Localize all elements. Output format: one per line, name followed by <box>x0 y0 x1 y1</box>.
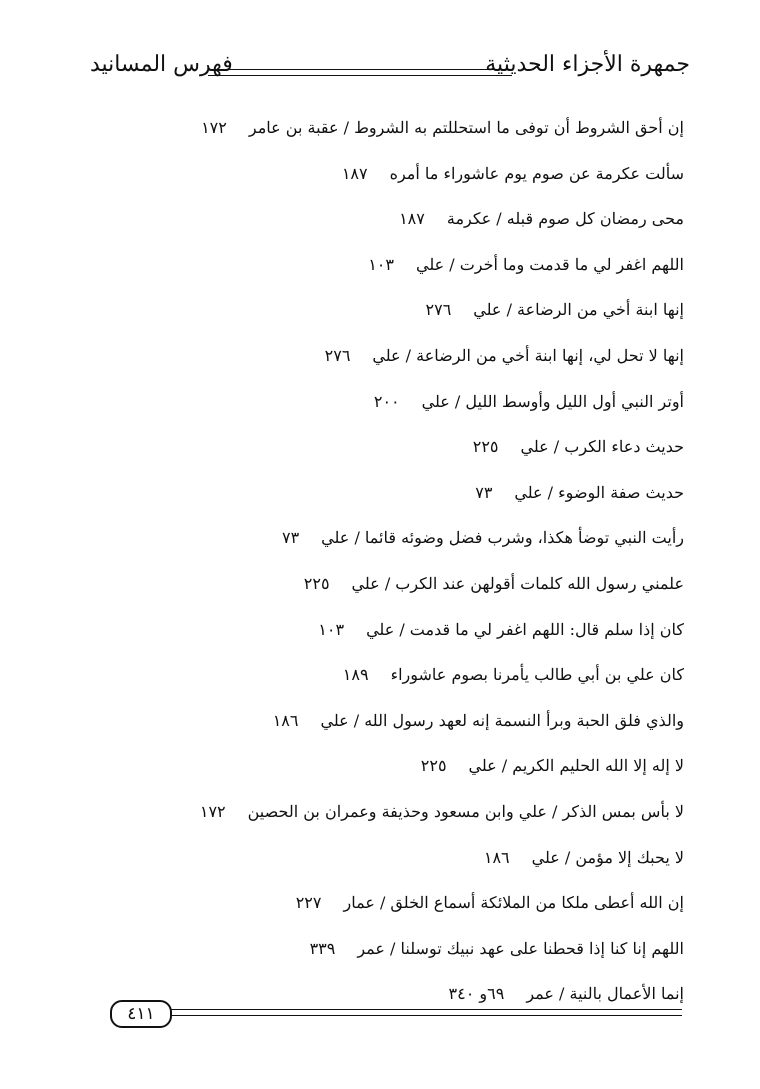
page-footer <box>82 1000 682 1030</box>
index-entry <box>224 294 684 340</box>
entry-text: علمني رسول الله كلمات أقولهن عند الكرب / علي <box>351 573 684 593</box>
entry-text: إنها ابنة أخي من الرضاعة / علي <box>473 300 684 320</box>
entry-text: سألت عكرمة عن صوم يوم عاشوراء ما أمره <box>389 163 684 183</box>
index-entry <box>224 477 684 523</box>
entry-text: كان علي بن أبي طالب يأمرنا بصوم عاشوراء <box>390 665 684 685</box>
page-header <box>90 52 690 92</box>
entry-text: حديث دعاء الكرب / علي <box>520 437 684 457</box>
entry-page: ٧٣ <box>475 482 493 502</box>
index-entry <box>224 158 684 204</box>
book-title: جمهرة الأجزاء الحديثية <box>485 52 690 77</box>
index-entry <box>224 705 684 751</box>
entry-text: إنها لا تحل لي، إنها ابنة أخي من الرضاعة / علي <box>372 345 684 365</box>
entry-page: ٢٢٥ <box>420 756 447 776</box>
entry-page: ٢٠٠ <box>373 391 400 411</box>
entry-page: ١٨٩ <box>342 665 369 685</box>
entry-text: والذي فلق الحبة وبرأ النسمة إنه لعهد رسول الله / علي <box>320 710 684 730</box>
entry-page: ١٧٢ <box>199 801 226 821</box>
entry-text: لا إله إلا الله الحليم الكريم / علي <box>468 756 684 776</box>
index-entry <box>224 522 684 568</box>
entry-text: اللهم إنا كنا إذا قحطنا على عهد نبيك توسلنا / عمر <box>357 938 684 958</box>
entry-page: ٢٢٥ <box>303 573 330 593</box>
entry-text: إنما الأعمال بالنية / عمر <box>526 984 684 1004</box>
entry-text: إن أحق الشروط أن توفى ما استحللتم به الشروط / عقبة بن عامر <box>248 118 684 137</box>
entry-text: أوتر النبي أول الليل وأوسط الليل / علي <box>421 391 684 411</box>
page-number: ٤١١ <box>110 1000 172 1028</box>
entry-text: لا بأس بمس الذكر / علي وابن مسعود وحذيفة وعمران بن الحصين <box>247 801 684 821</box>
entry-page: ٢٢٥ <box>472 437 499 457</box>
index-entry <box>224 386 684 432</box>
entry-page: ٢٢٧ <box>295 893 322 913</box>
entry-page: ٢٧٦ <box>425 300 452 320</box>
index-entry <box>224 249 684 295</box>
index-entry <box>224 887 684 933</box>
index-entry <box>224 750 684 796</box>
entry-text: رأيت النبي توضأ هكذا، وشرب فضل وضوئه قائما / علي <box>321 528 684 548</box>
entry-page: ١٧٢ <box>201 118 227 137</box>
entry-page: ٢٧٦ <box>324 345 351 365</box>
index-entry <box>224 340 684 386</box>
entry-page: ٣٣٩ <box>309 938 336 958</box>
entry-page: ١٨٧ <box>399 209 425 229</box>
index-entry <box>201 112 684 158</box>
entry-text: إن الله أعطى ملكا من الملائكة أسماع الخلق / عمار <box>343 893 684 913</box>
footer-rule <box>160 1009 682 1016</box>
index-entry <box>224 659 684 705</box>
index-entry <box>199 796 684 842</box>
index-entry <box>224 431 684 477</box>
entry-page: ١٨٦ <box>483 847 510 867</box>
header-rule <box>208 69 512 76</box>
entry-text: لا يحبك إلا مؤمن / علي <box>531 847 684 867</box>
entry-page: ١٠٣ <box>318 619 345 639</box>
entry-page: ١٨٦ <box>272 710 299 730</box>
entry-text: كان إذا سلم قال: اللهم اغفر لي ما قدمت / علي <box>366 619 684 639</box>
index-entry <box>224 614 684 660</box>
entry-text: اللهم اغفر لي ما قدمت وما أخرت / علي <box>415 254 684 274</box>
entry-page: ٦٩و ٣٤٠ <box>448 984 505 1004</box>
index-entry <box>224 203 684 249</box>
entry-text: حديث صفة الوضوء / علي <box>514 482 684 502</box>
entry-page: ٧٣ <box>281 528 300 548</box>
entry-text: محى رمضان كل صوم قبله / عكرمة <box>446 209 684 229</box>
index-entries <box>199 112 684 1024</box>
index-entry <box>224 933 684 979</box>
entry-page: ١٨٧ <box>341 163 368 183</box>
section-title: فهرس المسانيد <box>90 52 233 77</box>
index-entry <box>224 568 684 614</box>
entry-page: ١٠٣ <box>368 254 394 274</box>
index-entry <box>224 842 684 888</box>
